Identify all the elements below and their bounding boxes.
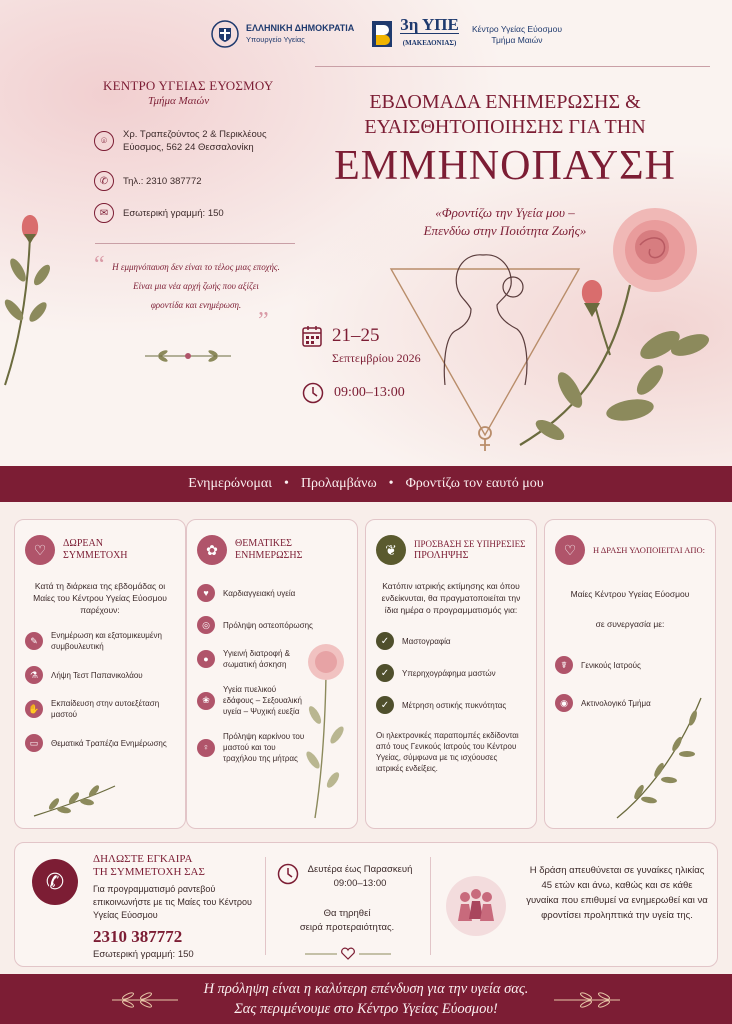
register-title1: ΔΗΛΩΣΤΕ ΕΓΚΑΙΡΑ bbox=[93, 853, 193, 865]
contact-divider bbox=[95, 243, 295, 244]
schedule-block bbox=[305, 863, 415, 891]
phone-icon: ✆ bbox=[94, 171, 114, 191]
greek-emblem-icon bbox=[210, 19, 240, 49]
card1-title2: ΣΥΜΜΕΤΟΧΗ bbox=[63, 550, 128, 561]
gov-line2: Υπουργείο Υγείας bbox=[246, 35, 305, 44]
close-quote-icon: ” bbox=[258, 308, 269, 334]
card4-line2: σε συνεργασία με: bbox=[595, 619, 665, 629]
register-internal: Εσωτερική γραμμή: 150 bbox=[93, 949, 194, 960]
list-item bbox=[197, 731, 309, 764]
lotus-icon: ❀ bbox=[197, 692, 215, 710]
register-title2: ΤΗ ΣΥΜΜΕΤΟΧΗ ΣΑΣ bbox=[93, 866, 205, 878]
list-item bbox=[25, 734, 175, 752]
register-phone[interactable]: 2310 387772 bbox=[93, 927, 183, 946]
card3-item1: Μαστογραφία bbox=[402, 636, 451, 646]
greek-republic-logo bbox=[210, 19, 354, 49]
heart-leaf-divider-icon bbox=[303, 947, 393, 961]
motto-inform: Ενημερώνομαι bbox=[188, 476, 273, 491]
quote-line1: Η εμμηνόπαυση δεν είναι το τέλος μιας εποχής. bbox=[112, 262, 280, 272]
gov-line1: ΕΛΛΗΝΙΚΗ ΔΗΜΟΚΡΑΤΙΑ bbox=[246, 23, 355, 33]
registration-panel bbox=[14, 842, 718, 967]
ype-main: 3η ΥΠΕ bbox=[400, 15, 459, 34]
location-pin-icon: ⌾ bbox=[94, 131, 114, 151]
ype-logo bbox=[370, 17, 459, 51]
panel-divider-1 bbox=[265, 857, 266, 955]
xray-icon: ◉ bbox=[555, 694, 573, 712]
ype-mark-icon bbox=[370, 19, 394, 49]
card1-intro: Κατά τη διάρκεια της εβδομάδας οι Μαίες του Κέντρου Υγείας Εύοσμου παρέχουν: bbox=[33, 581, 167, 615]
card4-line1: Μαίες Κέντρου Υγείας Εύοσμου bbox=[570, 589, 690, 599]
thematic-topics-card bbox=[186, 519, 358, 829]
event-time bbox=[302, 382, 405, 404]
event-month: Σεπτεμβρίου 2026 bbox=[332, 351, 421, 365]
doctor-icon: ☤ bbox=[555, 656, 573, 674]
card1-item3: Εκπαίδευση στην αυτοεξέταση μαστού bbox=[51, 699, 160, 719]
address-line1: Χρ. Τραπεζούντος 2 & Περικλέους bbox=[123, 129, 267, 140]
card2-item3: Υγιεινή διατροφή & σωματική άσκηση bbox=[223, 649, 290, 669]
card1-leaf-sprig-icon bbox=[29, 780, 119, 820]
list-item bbox=[197, 684, 307, 717]
phone-icon: ✆ bbox=[32, 859, 78, 905]
prevention-access-card bbox=[365, 519, 537, 829]
schedule-days: Δευτέρα έως Παρασκευή bbox=[307, 864, 413, 875]
card1-item1: Ενημέρωση και εξατομικευμένη συμβουλευτική bbox=[51, 631, 162, 651]
slogan-line1: «Φροντίζω την Υγεία μου – bbox=[435, 205, 575, 220]
motto-dot-1: • bbox=[284, 476, 289, 491]
title-line1: ΕΒΔΟΜΑΔΑ ΕΝΗΜΕΡΩΣΗΣ & bbox=[369, 91, 641, 113]
bone-icon: ◎ bbox=[197, 616, 215, 634]
apple-icon: ● bbox=[197, 650, 215, 668]
priority-note bbox=[279, 907, 415, 935]
slogan-line2: Επενδύω στην Ποιότητα Ζωής» bbox=[423, 223, 587, 238]
address-row bbox=[94, 128, 267, 154]
center-header-line2: Τμήμα Μαιών bbox=[491, 35, 543, 45]
card4-leaf-branch-icon bbox=[609, 692, 709, 822]
phone-row[interactable] bbox=[94, 171, 202, 191]
register-text: Για προγραμματισμό ραντεβού επικοινωνήστε με τις Μαίες του Κέντρου Υγείας Εύοσμου bbox=[93, 884, 252, 920]
footer-line2: Σας περιμένουμε στο Κέντρο Υγείας Εύοσμου! bbox=[234, 1001, 498, 1017]
clock-icon bbox=[302, 382, 324, 404]
event-date bbox=[302, 325, 421, 366]
event-title bbox=[300, 90, 710, 140]
motto-dot-2: • bbox=[388, 476, 394, 491]
list-item bbox=[25, 666, 175, 684]
envelope-icon: ✉ bbox=[94, 203, 114, 223]
card2-title1: ΘΕΜΑΤΙΚΕΣ bbox=[235, 538, 292, 549]
leaf-divider-icon bbox=[143, 348, 233, 364]
card2-title2: ΕΝΗΜΕΡΩΣΗΣ bbox=[235, 550, 303, 561]
quote-line3: φροντίδα και ενημέρωση. bbox=[150, 300, 242, 310]
list-item bbox=[197, 584, 347, 602]
footer-line1: Η πρόληψη είναι η καλύτερη επένδυση για την υγεία σας. bbox=[203, 981, 529, 997]
list-item bbox=[197, 648, 297, 670]
center-header-line1: Κέντρο Υγείας Εύοσμου bbox=[472, 24, 562, 34]
left-rosebud-illustration bbox=[0, 200, 60, 390]
card3-note: Οι ηλεκτρονικές παραπομπές εκδίδονται από τους Γενικούς Ιατρούς του Κέντρου Υγείας, σύμφωνα με τις ισχύουσες ιατρικές ενδείξεις. bbox=[376, 731, 519, 773]
card1-item4: Θεματικά Τραπέζια Ενημέρωσης bbox=[51, 738, 167, 748]
motto-band bbox=[0, 466, 732, 502]
ype-sub: (ΜΑΚΕΔΟΝΙΑΣ) bbox=[400, 33, 459, 51]
footer-left-leaf-icon bbox=[110, 990, 180, 1010]
implementers-card bbox=[544, 519, 716, 829]
internal-line-text: Εσωτερική γραμμή: 150 bbox=[123, 207, 224, 219]
address-line2: Εύοσμος, 562 24 Θεσσαλονίκη bbox=[123, 142, 254, 153]
sprout-hands-icon: ❦ bbox=[376, 535, 406, 565]
card2-rose-illustration bbox=[301, 640, 351, 820]
right-rose-illustration bbox=[500, 205, 730, 455]
priority-note1: Θα τηρηθεί bbox=[323, 908, 371, 919]
list-item bbox=[376, 664, 526, 682]
card3-item3: Μέτρηση οστικής πυκνότητας bbox=[402, 700, 507, 710]
card1-title1: ΔΩΡΕΑΝ bbox=[63, 538, 103, 549]
audience-text: Η δράση απευθύνεται σε γυναίκες ηλικίας 45 ετών και άνω, καθώς και σε κάθε γυναίκα που επιθυμεί να ενημερωθεί και να φροντίσει προληπτικά την υγεία της. bbox=[526, 865, 708, 921]
card1-item2: Λήψη Τεστ Παπανικολάου bbox=[51, 670, 143, 680]
motto-prevent: Προλαμβάνω bbox=[300, 476, 377, 491]
open-quote-icon: “ bbox=[94, 252, 105, 278]
card2-item2: Πρόληψη οστεοπόρωσης bbox=[223, 620, 313, 630]
card4-item1: Γενικούς Ιατρούς bbox=[581, 660, 641, 670]
check-icon: ✓ bbox=[376, 664, 394, 682]
card4-title: Η ΔΡΑΣΗ ΥΛΟΠΟΙΕΙΤΑΙ ΑΠΟ: bbox=[593, 545, 705, 555]
title-line2: ΕΥΑΙΣΘΗΤΟΠΟΙΗΣΗΣ ΓΙΑ ΤΗΝ bbox=[364, 116, 646, 138]
footer-band bbox=[0, 974, 732, 1024]
clock-icon bbox=[277, 863, 299, 885]
card2-item5: Πρόληψη καρκίνου του μαστού και του τραχήλου της μήτρας bbox=[223, 732, 305, 763]
main-title: ΕΜΜΗΝΟΠΑΥΣΗ bbox=[334, 143, 676, 189]
event-days: 21–25 bbox=[332, 325, 380, 346]
counseling-icon: ✎ bbox=[25, 632, 43, 650]
schedule-hours: 09:00–13:00 bbox=[333, 878, 387, 889]
heart-hands-icon: ♡ bbox=[25, 535, 55, 565]
card4-item2: Ακτινολογικό Τμήμα bbox=[581, 698, 651, 708]
ribbon-hands-icon: ✿ bbox=[197, 535, 227, 565]
awareness-ribbon-icon: ♀ bbox=[197, 739, 215, 757]
card3-title2: ΠΡΟΛΗΨΗΣ bbox=[414, 550, 469, 561]
list-item bbox=[25, 698, 175, 720]
test-tube-icon: ⚗ bbox=[25, 666, 43, 684]
shield-heart-icon: ♡ bbox=[555, 535, 585, 565]
card3-title1: ΠΡΟΣΒΑΣΗ ΣΕ ΥΠΗΡΕΣΙΕΣ bbox=[414, 539, 526, 549]
list-item bbox=[376, 696, 526, 714]
event-hours: 09:00–13:00 bbox=[334, 385, 405, 400]
check-icon: ✓ bbox=[376, 632, 394, 650]
self-exam-icon: ✋ bbox=[25, 700, 43, 718]
card3-intro: Κατόπιν ιατρικής εκτίμησης και όπου ενδείκνυται, θα πραγματοποιείται την ίδια ημέρα ο προγραμματισμός για: bbox=[381, 581, 521, 615]
center-header-label bbox=[472, 24, 562, 46]
register-title bbox=[93, 853, 205, 879]
header-divider bbox=[315, 66, 710, 67]
footer-right-leaf-icon bbox=[552, 990, 622, 1010]
calendar-icon bbox=[302, 325, 322, 347]
motto-care: Φροντίζω τον εαυτό μου bbox=[405, 476, 544, 491]
info-table-icon: ▭ bbox=[25, 734, 43, 752]
list-item bbox=[25, 630, 175, 652]
list-item bbox=[376, 632, 526, 650]
heart-icon: ♥ bbox=[197, 584, 215, 602]
internal-line-row bbox=[94, 203, 224, 223]
list-item bbox=[555, 656, 705, 674]
phone-text: Τηλ.: 2310 387772 bbox=[123, 175, 202, 187]
contact-title: ΚΕΝΤΡΟ ΥΓΕΙΑΣ ΕΥΟΣΜΟΥ bbox=[103, 78, 274, 93]
women-group-icon bbox=[445, 875, 507, 937]
contact-subtitle: Τμήμα Μαιών bbox=[148, 95, 210, 107]
card3-item2: Υπερηχογράφημα μαστών bbox=[402, 668, 496, 678]
priority-note2: σειρά προτεραιότητας. bbox=[299, 922, 395, 933]
card2-item1: Καρδιαγγειακή υγεία bbox=[223, 588, 296, 598]
check-icon: ✓ bbox=[376, 696, 394, 714]
free-participation-card bbox=[14, 519, 186, 829]
quote-text bbox=[96, 258, 296, 315]
panel-divider-2 bbox=[430, 857, 431, 955]
list-item bbox=[197, 616, 347, 634]
quote-line2: Είναι μια νέα αρχή ζωής που αξίζει bbox=[133, 281, 259, 291]
card2-item4: Υγεία πυελικού εδάφους – Σεξουαλική υγεία – Ψυχική ευεξία bbox=[223, 685, 302, 716]
